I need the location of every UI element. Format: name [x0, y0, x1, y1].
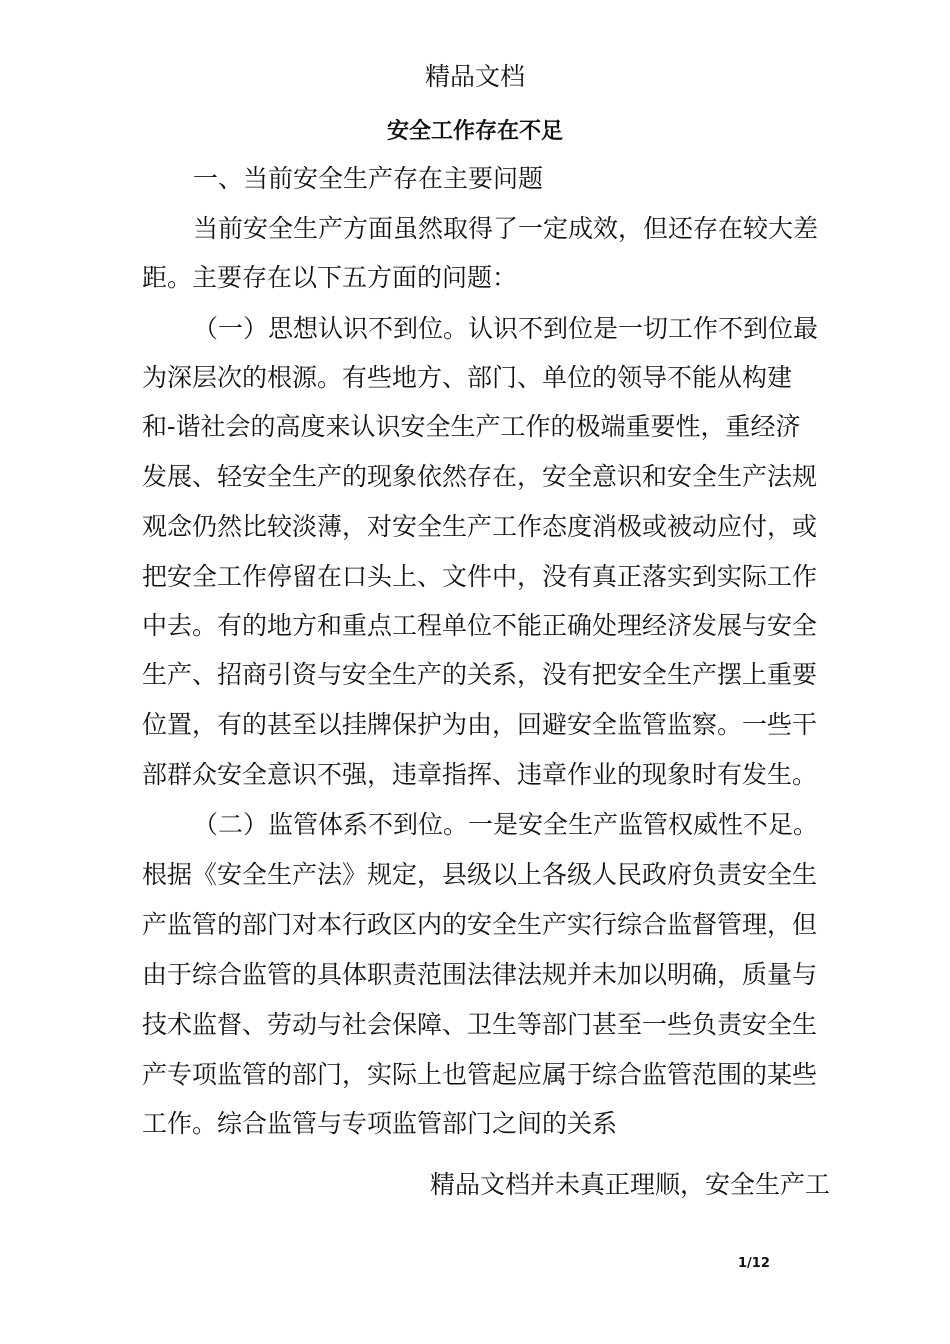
paragraph-line: （一）思想认识不到位。认识不到位是一切工作不到位最 [193, 314, 819, 343]
paragraph-line: 位置，有的甚至以挂牌保护为由，回避安全监管监察。一些干 [142, 710, 818, 739]
paragraph-line: 技术监督、劳动与社会保障、卫生等部门甚至一些负责安全生 [142, 1010, 818, 1039]
paragraph-line: 根据《安全生产法》规定，县级以上各级人民政府负责安全生 [142, 860, 818, 889]
document-title: 安全工作存在不足 [386, 119, 563, 144]
paragraph-line: 由于综合监管的具体职责范围法律法规并未加以明确，质量与 [142, 960, 818, 989]
footer-text: 精品文档并未真正理顺，安全生产工 [429, 1170, 830, 1199]
paragraph-line: 产专项监管的部门，实际上也管起应属于综合监管范围的某些 [142, 1060, 818, 1089]
page-number: 1/12 [738, 1256, 770, 1271]
paragraph-line: 为深层次的根源。有些地方、部门、单位的领导不能从构建 [142, 363, 793, 392]
section-heading: 一、当前安全生产存在主要问题 [193, 164, 544, 193]
paragraph-line: 生产、招商引资与安全生产的关系，没有把安全生产摆上重要 [142, 660, 818, 689]
paragraph-line: 部群众安全意识不强，违章指挥、违章作业的现象时有发生。 [142, 760, 818, 789]
paragraph-line: 当前安全生产方面虽然取得了一定成效，但还存在较大差 [193, 214, 819, 243]
paragraph-line: 观念仍然比较淡薄，对安全生产工作态度消极或被动应付，或 [142, 512, 818, 541]
paragraph-line: 和-谐社会的高度来认识安全生产工作的极端重要性，重经济 [142, 412, 801, 441]
paragraph-line: 发展、轻安全生产的现象依然存在，安全意识和安全生产法规 [142, 462, 818, 491]
paragraph-line: 把安全工作停留在口头上、文件中，没有真正落实到实际工作 [142, 562, 818, 591]
paragraph-line: 产监管的部门对本行政区内的安全生产实行综合监督管理，但 [142, 910, 818, 939]
page-header: 精品文档 [424, 62, 525, 91]
paragraph-line: 工作。综合监管与专项监管部门之间的关系 [142, 1109, 618, 1138]
paragraph-line: 中去。有的地方和重点工程单位不能正确处理经济发展与安全 [142, 611, 818, 640]
paragraph-line: 距。主要存在以下五方面的问题： [142, 263, 518, 292]
paragraph-line: （二）监管体系不到位。一是安全生产监管权威性不足。 [193, 810, 819, 839]
